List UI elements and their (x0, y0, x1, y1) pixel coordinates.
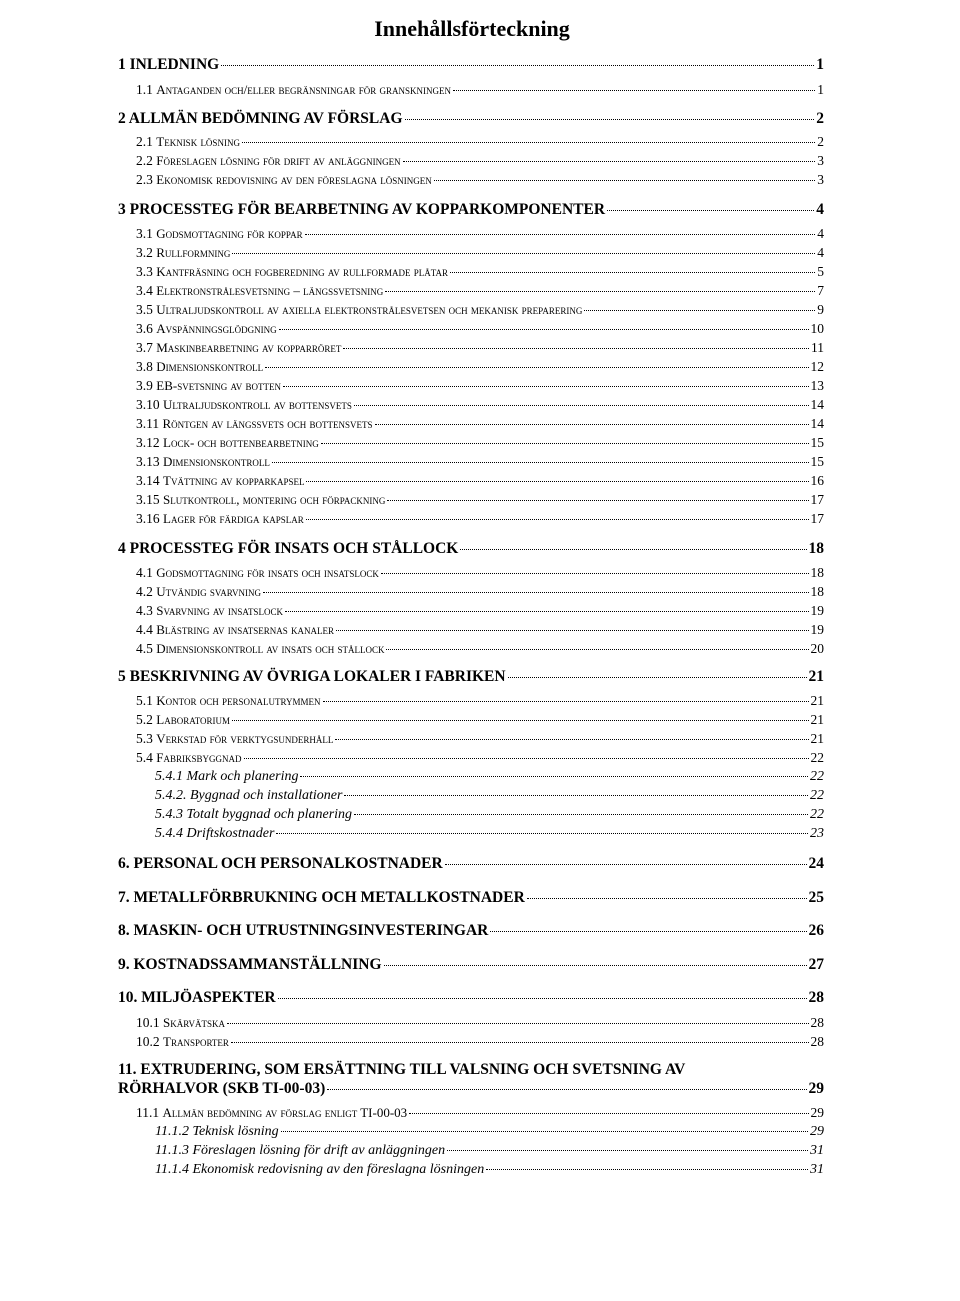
dot-leader (384, 965, 807, 966)
toc-entry-label: 11. EXTRUDERING, SOM ERSÄTTNING TILL VALSNING OCH SVETSNING AV (118, 1061, 686, 1078)
dot-leader (335, 739, 808, 740)
dot-leader (232, 720, 808, 721)
toc-entry-label: 11.1 Allmän bedömning av förslag enligt TI-00-03 (136, 1105, 408, 1120)
toc-entry-page: 15 (810, 435, 824, 450)
toc-entry-label: 4.1 Godsmottagning för insats och insatslock (136, 565, 379, 580)
toc-entry-label: 3.12 Lock- och bottenbearbetning (136, 435, 319, 450)
toc-entry-label: 5.1 Kontor och personalutrymmen (136, 693, 321, 708)
toc-entry-3-10-ultraljudskontroll-av-bottensvets[interactable] (136, 397, 824, 413)
toc-entry-5-beskrivning-av-ovriga-lokaler-i-fabrik[interactable] (118, 668, 824, 686)
toc-entry-page: 7 (817, 283, 824, 298)
toc-entry-page: 15 (810, 454, 824, 469)
toc-entry-number: 11.1 (136, 1105, 163, 1120)
dot-leader (300, 776, 808, 777)
toc-entry-label: 3.11 Röntgen av längssvets och bottensvets (136, 416, 373, 431)
toc-entry-3-6-avspanningsglodgning[interactable] (136, 321, 824, 337)
toc-entry-page: 21 (808, 668, 824, 685)
dot-leader (375, 424, 809, 425)
toc-entry-9-kostnadssammanstallning[interactable] (118, 956, 824, 974)
toc-entry-page: 2 (817, 134, 824, 149)
toc-entry-number: 3.15 (136, 492, 163, 507)
toc-entry-label: 4.3 Svarvning av insatslock (136, 603, 283, 618)
toc-entry-page: 22 (810, 788, 824, 803)
toc-entry-3-16-lager-for-fardiga-kapslar[interactable] (136, 511, 824, 527)
toc-entry-number: 4.2 (136, 584, 157, 599)
toc-entry-number: 3.1 (136, 226, 157, 241)
toc-entry-label: 3.4 Elektronstrålesvetsning – längssvetsning (136, 283, 384, 298)
toc-entry-number: 3.3 (136, 264, 157, 279)
toc-entry-page: 19 (810, 622, 824, 637)
toc-entry-page: 22 (810, 807, 824, 822)
toc-entry-3-4-elektronstralesvetsning-langssvetsni[interactable] (136, 283, 824, 299)
toc-entry-number: 3.12 (136, 435, 163, 450)
dot-leader (508, 677, 807, 678)
toc-entry-page: 28 (808, 989, 824, 1006)
toc-entry-1-inledning[interactable] (118, 56, 824, 74)
toc-entry-number: 4.1 (136, 565, 157, 580)
toc-entry-number: 2.2 (136, 153, 157, 168)
dot-leader (279, 329, 809, 330)
toc-entry-page: 21 (810, 693, 824, 708)
toc-entry-page: 10 (810, 321, 824, 336)
toc-entry-5-4-2-byggnad-och-installationer[interactable] (155, 788, 824, 804)
dot-leader (445, 864, 807, 865)
dot-leader (336, 630, 808, 631)
dot-leader (584, 310, 815, 311)
toc-entry-11-1-allman-bedomning-av-forslag-enligt-[interactable] (136, 1105, 824, 1121)
dot-leader (221, 65, 814, 66)
dot-leader (387, 500, 808, 501)
toc-entry-3-5-ultraljudskontroll-av-axiella-elektr[interactable] (136, 302, 824, 318)
dot-leader (527, 898, 807, 899)
toc-entry-10-miljoaspekter[interactable] (118, 989, 824, 1007)
toc-entry-label: 7. METALLFÖRBRUKNING OCH METALLKOSTNADER (118, 889, 525, 906)
dot-leader (447, 1150, 808, 1151)
dot-leader (386, 649, 808, 650)
toc-entry-page: 25 (808, 889, 824, 906)
toc-entry-5-1-kontor-och-personalutrymmen[interactable] (136, 693, 824, 709)
toc-entry-page: 3 (817, 172, 824, 187)
toc-entry-page: 2 (816, 110, 824, 127)
toc-entry-label: 1.1 Antaganden och/eller begränsningar för granskningen (136, 82, 452, 97)
toc-entry-number: 3.13 (136, 454, 163, 469)
toc-entry-label: 10.1 Skärvätska (136, 1015, 226, 1030)
page-title: Innehållsförteckning (374, 16, 570, 41)
toc-entry-label: 2 ALLMÄN BEDÖMNING AV FÖRSLAG (118, 110, 403, 127)
toc-entry-4-4-blastring-av-insatsernas-kanaler[interactable] (136, 622, 824, 638)
toc-entry-4-2-utvandig-svarvning[interactable] (136, 584, 824, 600)
dot-leader (281, 1131, 808, 1132)
toc-entry-3-12-lock-och-bottenbearbetning[interactable] (136, 435, 824, 451)
dot-leader (486, 1169, 808, 1170)
toc-entry-page: 28 (810, 1034, 824, 1049)
toc-entry-3-8-dimensionskontroll[interactable] (136, 359, 824, 375)
toc-entry-2-2-foreslagen-losning-for-drift-av-anla[interactable] (136, 153, 824, 169)
toc-entry-page: 27 (808, 956, 824, 973)
toc-entry-page: 16 (810, 473, 824, 488)
toc-entry-page: 4 (816, 201, 824, 218)
dot-leader (490, 931, 806, 932)
toc-entry-page: 21 (810, 712, 824, 727)
toc-entry-label: 2.3 Ekonomisk redovisning av den föreslagna lösningen (136, 172, 432, 187)
dot-leader (450, 272, 815, 273)
toc-entry-4-1-godsmottagning-for-insats-och-insats[interactable] (136, 565, 824, 581)
toc-entry-number: 4.3 (136, 603, 157, 618)
dot-leader (231, 1042, 809, 1043)
dot-leader (242, 142, 815, 143)
toc-entry-4-5-dimensionskontroll-av-insats-och-sta[interactable] (136, 641, 824, 657)
toc-entry-number: 3.2 (136, 245, 157, 260)
toc-entry-label: 6. PERSONAL OCH PERSONALKOSTNADER (118, 855, 443, 872)
toc-entry-label: 4.5 Dimensionskontroll av insats och stållock (136, 641, 385, 656)
toc-entry-page: 13 (810, 378, 824, 393)
toc-entry-label: 10. MILJÖASPEKTER (118, 989, 276, 1006)
toc-entry-label: 3.16 Lager för färdiga kapslar (136, 511, 304, 526)
toc-entry-5-3-verkstad-for-verktygsunderhall[interactable] (136, 731, 824, 747)
toc-entry-number: 4.5 (136, 641, 157, 656)
toc-entry-10-2-transporter[interactable] (136, 1034, 824, 1050)
dot-leader (323, 701, 809, 702)
toc-entry-11-1-3-foreslagen-losning-for-drift-av-a[interactable] (155, 1143, 824, 1159)
toc-entry-page: 3 (817, 153, 824, 168)
toc-entry-7-metallforbrukning-och-metallkostnader[interactable] (118, 889, 824, 907)
toc-entry-3-1-godsmottagning-for-koppar[interactable] (136, 226, 824, 242)
toc-entry-5-4-4-driftskostnader[interactable] (155, 826, 824, 842)
toc-entry-number: 3.5 (136, 302, 157, 317)
toc-entry-label: 3.10 Ultraljudskontroll av bottensvets (136, 397, 352, 412)
toc-entry-section-11[interactable] (118, 1060, 824, 1098)
toc-entry-page: 1 (816, 56, 824, 73)
toc-entry-number: 2.1 (136, 134, 157, 149)
toc-entry-label: 5.4.1 Mark och planering (155, 769, 299, 784)
toc-entry-label: 3.14 Tvättning av kopparkapsel (136, 473, 305, 488)
toc-entry-page: 31 (810, 1162, 824, 1177)
toc-entry-label: 5.2 Laboratorium (136, 712, 231, 727)
toc-entry-8-maskin-och-utrustningsinvesteringar[interactable] (118, 922, 824, 940)
toc-entry-label: 5.4 Fabriksbyggnad (136, 750, 242, 765)
dot-leader (385, 291, 815, 292)
toc-entry-page: 14 (810, 397, 824, 412)
toc-entry-number: 2.3 (136, 172, 157, 187)
toc-entry-page: 1 (817, 82, 824, 97)
toc-entry-label: 3.3 Kantfräsning och fogberedning av rullformade plåtar (136, 264, 449, 279)
dot-leader (434, 180, 815, 181)
toc-entry-label: 3.1 Godsmottagning för koppar (136, 226, 303, 241)
toc-entry-number: 3.10 (136, 397, 163, 412)
toc-entry-page: 22 (810, 769, 824, 784)
toc-entry-label: 3.9 EB-svetsning av botten (136, 378, 282, 393)
toc-entry-label: 3.6 Avspänningsglödgning (136, 321, 277, 336)
toc-entry-label: 2.2 Föreslagen lösning för drift av anläggningen (136, 153, 401, 168)
dot-leader (607, 210, 814, 211)
toc-entry-label: 3.15 Slutkontroll, montering och förpackning (136, 492, 386, 507)
toc-entry-label: 4 PROCESSTEG FÖR INSATS OCH STÅLLOCK (118, 540, 459, 557)
toc-entry-page: 29 (810, 1105, 824, 1120)
toc-entry-label: 11.1.2 Teknisk lösning (155, 1124, 279, 1139)
toc-entry-label: 3 PROCESSTEG FÖR BEARBETNING AV KOPPARKOMPONENTER (118, 201, 606, 218)
toc-entry-page: 18 (810, 565, 824, 580)
toc-entry-label: 5.4.4 Driftskostnader (155, 826, 275, 841)
toc-entry-page: 19 (810, 603, 824, 618)
toc-entry-11-1-2-teknisk-losning[interactable] (155, 1124, 824, 1140)
toc-entry-label: 2.1 Teknisk lösning (136, 134, 240, 149)
toc-entry-3-13-dimensionskontroll[interactable] (136, 454, 824, 470)
dot-leader (306, 481, 808, 482)
toc-entry-3-processteg-for-bearbetning-av-kopparko[interactable] (118, 201, 824, 219)
dot-leader (283, 386, 808, 387)
toc-entry-label: 3.13 Dimensionskontroll (136, 454, 270, 469)
toc-entry-label: 3.7 Maskinbearbetning av kopparröret (136, 340, 342, 355)
dot-leader (354, 405, 809, 406)
toc-entry-page: 9 (817, 302, 824, 317)
toc-entry-label: 10.2 Transporter (136, 1034, 229, 1049)
dot-leader (265, 367, 808, 368)
toc-entry-number: 3.8 (136, 359, 157, 374)
dot-leader (381, 573, 809, 574)
toc-entry-label: RÖRHALVOR (SKB TI-00-03) (118, 1080, 326, 1097)
toc-entry-number: 3.16 (136, 511, 163, 526)
dot-leader (276, 833, 808, 834)
toc-entry-page: 5 (817, 264, 824, 279)
toc-entry-page: 22 (810, 750, 824, 765)
dot-leader (405, 119, 815, 120)
toc-entry-2-1-teknisk-losning[interactable] (136, 134, 824, 150)
toc-entry-label: 5.4.3 Totalt byggnad och planering (155, 807, 353, 822)
toc-entry-number: 4.4 (136, 622, 157, 637)
toc-entry-6-personal-och-personalkostnader[interactable] (118, 855, 824, 873)
toc-entry-5-4-1-mark-och-planering[interactable] (155, 769, 824, 785)
dot-leader (344, 795, 808, 796)
dot-leader (343, 348, 809, 349)
toc-entry-page: 17 (810, 511, 824, 526)
toc-entry-4-processteg-for-insats-och-stallock[interactable] (118, 540, 824, 558)
toc-entry-page: 29 (808, 1080, 824, 1097)
dot-leader (460, 549, 806, 550)
toc-entry-page: 26 (808, 922, 824, 939)
toc-entry-3-7-maskinbearbetning-av-kopparroret[interactable] (136, 340, 824, 356)
toc-entry-number: 1.1 (136, 82, 157, 97)
toc-entry-page: 11 (811, 340, 824, 355)
dot-leader (232, 253, 815, 254)
toc-entry-5-2-laboratorium[interactable] (136, 712, 824, 728)
toc-entry-label: 4.2 Utvändig svarvning (136, 584, 262, 599)
toc-entry-page: 20 (810, 641, 824, 656)
toc-entry-number: 5.4 (136, 750, 157, 765)
toc-entry-number: 5.3 (136, 731, 157, 746)
toc-entry-3-15-slutkontroll-montering-och-forpackn[interactable] (136, 492, 824, 508)
toc-entry-label: 9. KOSTNADSSAMMANSTÄLLNING (118, 956, 382, 973)
toc-entry-label: 4.4 Blästring av insatsernas kanaler (136, 622, 335, 637)
toc-entry-label: 1 INLEDNING (118, 56, 220, 73)
toc-entry-2-allman-bedomning-av-forslag[interactable] (118, 110, 824, 128)
toc-entry-label: 3.2 Rullformning (136, 245, 231, 260)
dot-leader (306, 519, 809, 520)
toc-entry-number: 3.11 (136, 416, 163, 431)
toc-entry-3-14-tvattning-av-kopparkapsel[interactable] (136, 473, 824, 489)
toc-entry-number: 5.1 (136, 693, 157, 708)
toc-entry-number: 3.9 (136, 378, 157, 393)
toc-entry-3-9-eb-svetsning-av-botten[interactable] (136, 378, 824, 394)
toc-entry-page: 21 (810, 731, 824, 746)
dot-leader (272, 462, 809, 463)
toc-entry-11-1-4-ekonomisk-redovisning-av-den-fore[interactable] (155, 1162, 824, 1178)
toc-entry-label: 5 BESKRIVNING AV ÖVRIGA LOKALER I FABRIKEN (118, 668, 506, 685)
toc-entry-page: 23 (810, 826, 824, 841)
dot-leader (278, 998, 807, 999)
toc-entry-number: 3.4 (136, 283, 157, 298)
toc-entry-label: 3.8 Dimensionskontroll (136, 359, 264, 374)
toc-entry-page: 18 (808, 540, 824, 557)
toc-entry-number: 5.2 (136, 712, 157, 727)
toc-entry-page: 14 (810, 416, 824, 431)
toc-entry-page: 12 (810, 359, 824, 374)
toc-entry-number: 3.6 (136, 321, 157, 336)
toc-entry-3-2-rullformning[interactable] (136, 245, 824, 261)
toc-entry-page: 29 (810, 1124, 824, 1139)
toc-entry-page: 17 (810, 492, 824, 507)
toc-entry-page: 18 (810, 584, 824, 599)
toc-entry-label: 5.3 Verkstad för verktygsunderhåll (136, 731, 334, 746)
dot-leader (263, 592, 808, 593)
dot-leader (453, 90, 815, 91)
toc-entry-page: 4 (817, 245, 824, 260)
toc-entry-1-1-antaganden-och-eller-begransningar-f[interactable] (136, 82, 824, 98)
toc-entry-5-4-fabriksbyggnad[interactable] (136, 750, 824, 766)
toc-entry-3-3-kantfrasning-och-fogberedning-av-rul[interactable] (136, 264, 824, 280)
dot-leader (244, 758, 809, 759)
toc-entry-label: 11.1.3 Föreslagen lösning för drift av anläggningen (155, 1143, 446, 1158)
toc-entry-3-11-rontgen-av-langssvets-och-bottensve[interactable] (136, 416, 824, 432)
toc-entry-number: 10.1 (136, 1015, 163, 1030)
dot-leader (305, 234, 816, 235)
toc-entry-label: 3.5 Ultraljudskontroll av axiella elektronstrålesvetsen och mekanisk preparering (136, 302, 583, 317)
dot-leader (285, 611, 809, 612)
toc-entry-2-3-ekonomisk-redovisning-av-den-foresla[interactable] (136, 172, 824, 188)
dot-leader (327, 1089, 806, 1090)
toc-entry-page: 28 (810, 1015, 824, 1030)
dot-leader (321, 443, 809, 444)
toc-entry-4-3-svarvning-av-insatslock[interactable] (136, 603, 824, 619)
dot-leader (403, 161, 816, 162)
dot-leader (227, 1023, 808, 1024)
dot-leader (354, 814, 808, 815)
toc-entry-5-4-3-totalt-byggnad-och-planering[interactable] (155, 807, 824, 823)
toc-entry-page: 31 (810, 1143, 824, 1158)
toc-entry-page: 24 (808, 855, 824, 872)
dot-leader (409, 1113, 808, 1114)
toc-entry-number: 10.2 (136, 1034, 163, 1049)
toc-entry-number: 3.7 (136, 340, 157, 355)
toc-entry-10-1-skarvatska[interactable] (136, 1015, 824, 1031)
toc-entry-label: 11.1.4 Ekonomisk redovisning av den föreslagna lösningen (155, 1162, 485, 1177)
toc-entry-label: 8. MASKIN- OCH UTRUSTNINGSINVESTERINGAR (118, 922, 489, 939)
toc-entry-label: 5.4.2. Byggnad och installationer (155, 788, 343, 803)
toc-entry-number: 3.14 (136, 473, 163, 488)
toc-entry-page: 4 (817, 226, 824, 241)
